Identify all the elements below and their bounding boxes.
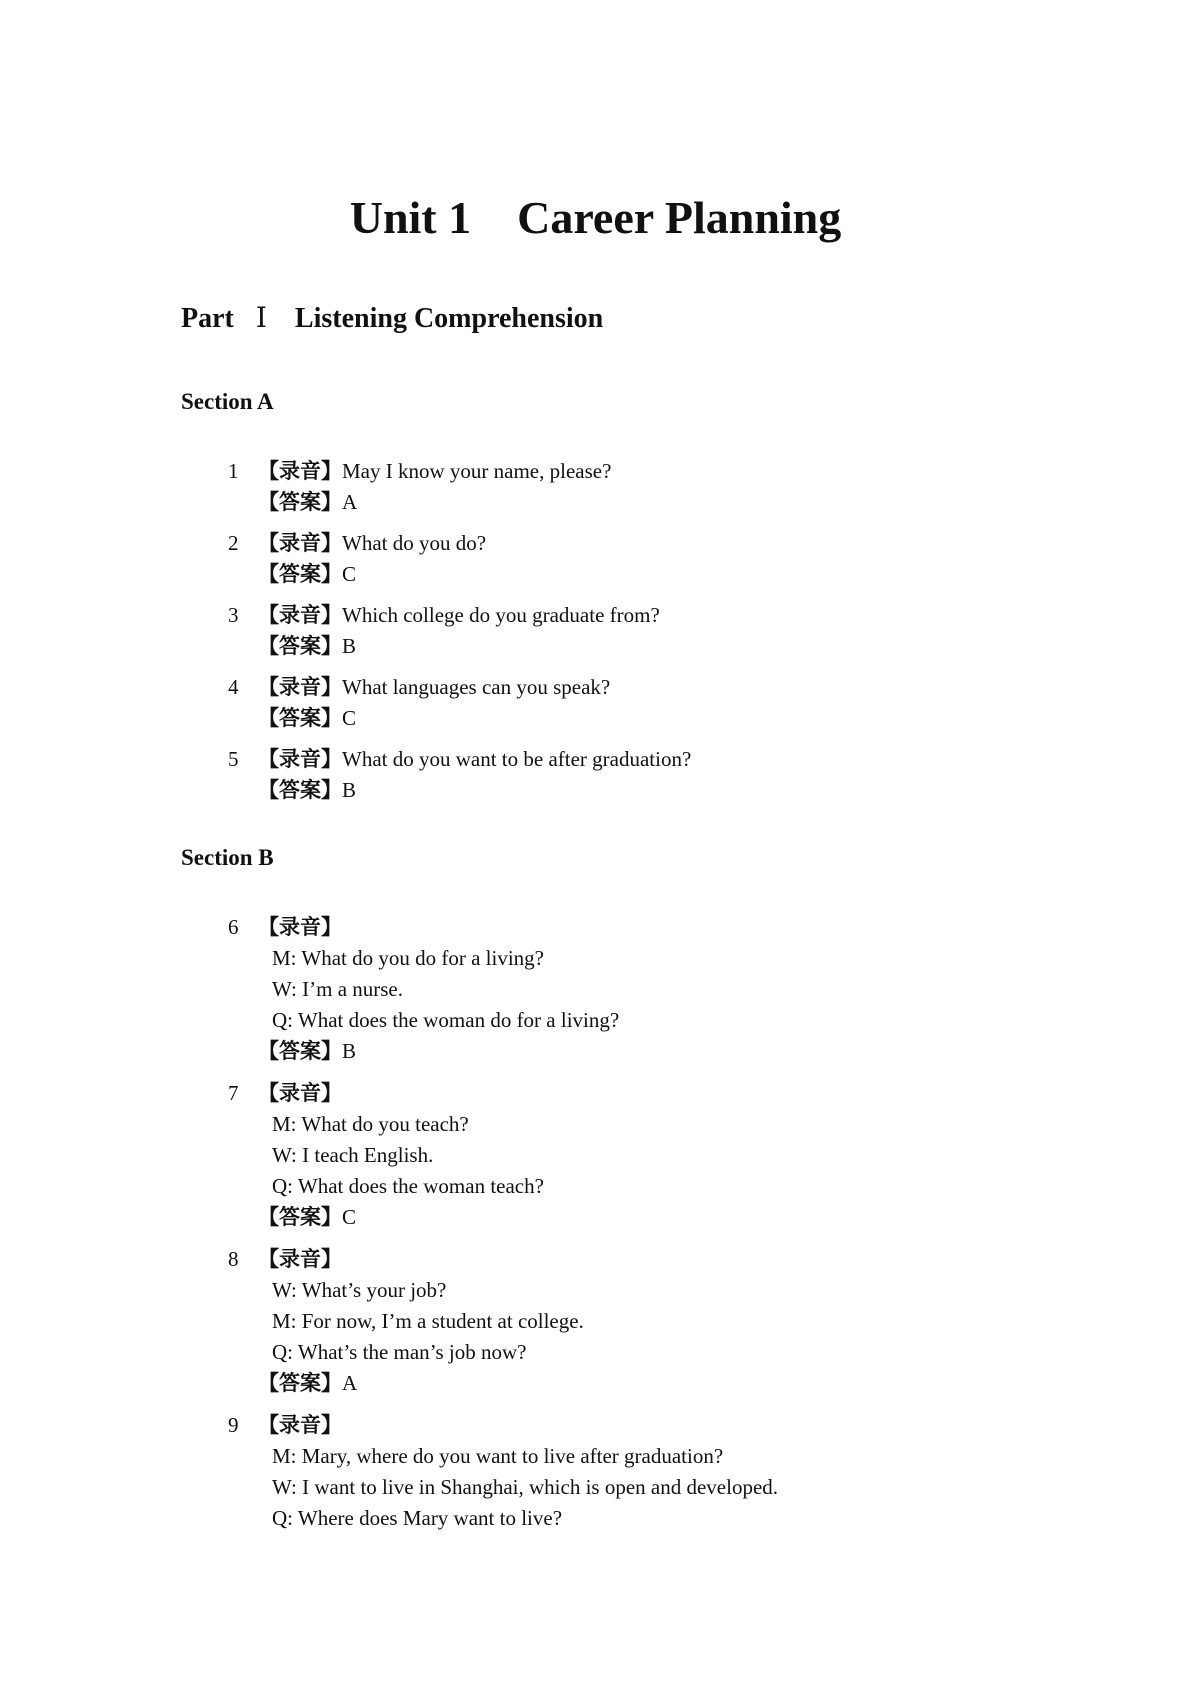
answer-label: 【答案】 bbox=[258, 634, 342, 658]
answer-value: C bbox=[342, 706, 357, 730]
unit-title bbox=[0, 190, 1191, 246]
recording-label: 【录音】 bbox=[258, 459, 342, 483]
recording-label-line bbox=[258, 912, 342, 943]
part-heading bbox=[181, 302, 603, 336]
answer-label: 【答案】 bbox=[258, 778, 342, 802]
question-number: 9 bbox=[228, 1413, 239, 1437]
answer-line bbox=[258, 487, 357, 518]
recording-label: 【录音】 bbox=[258, 747, 342, 771]
question-number: 6 bbox=[228, 915, 239, 939]
dialog-line: W: I want to live in Shanghai, which is open and developed. bbox=[272, 1475, 779, 1499]
recording-text: What languages can you speak? bbox=[342, 675, 611, 699]
dialog-line: M: What do you teach? bbox=[272, 1112, 469, 1136]
part-name: Listening Comprehension bbox=[294, 303, 604, 334]
answer-value: B bbox=[342, 778, 357, 802]
question-number: 3 bbox=[228, 603, 239, 627]
recording-text: What do you do? bbox=[342, 531, 487, 555]
dialog-line: W: I teach English. bbox=[272, 1143, 434, 1167]
recording-line bbox=[258, 528, 486, 559]
part-label: Part bbox=[181, 303, 234, 334]
recording-line bbox=[258, 456, 611, 487]
recording-line bbox=[258, 600, 660, 631]
recording-label: 【录音】 bbox=[258, 915, 342, 939]
answer-line bbox=[258, 775, 356, 806]
dialog-line: M: Mary, where do you want to live after graduation? bbox=[272, 1444, 724, 1468]
dialog-line: Q: What does the woman teach? bbox=[272, 1174, 544, 1198]
answer-value: C bbox=[342, 1205, 357, 1229]
recording-text: May I know your name, please? bbox=[342, 459, 612, 483]
question-number: 8 bbox=[228, 1247, 239, 1271]
dialog-line: W: I’m a nurse. bbox=[272, 977, 404, 1001]
recording-label-line bbox=[258, 1078, 342, 1109]
recording-label: 【录音】 bbox=[258, 603, 342, 627]
recording-label: 【录音】 bbox=[258, 675, 342, 699]
answer-value: C bbox=[342, 562, 357, 586]
answer-value: A bbox=[342, 1371, 358, 1395]
recording-label-line bbox=[258, 1410, 342, 1441]
answer-line bbox=[258, 1368, 357, 1399]
answer-label: 【答案】 bbox=[258, 1039, 342, 1063]
recording-label: 【录音】 bbox=[258, 531, 342, 555]
recording-label: 【录音】 bbox=[258, 1081, 342, 1105]
answer-label: 【答案】 bbox=[258, 1371, 342, 1395]
answer-line bbox=[258, 559, 356, 590]
answer-label: 【答案】 bbox=[258, 1205, 342, 1229]
question-number: 5 bbox=[228, 747, 239, 771]
dialog-line: Q: What does the woman do for a living? bbox=[272, 1008, 620, 1032]
part-numeral: Ⅰ bbox=[255, 303, 267, 334]
section-a-heading: Section A bbox=[181, 389, 274, 414]
unit-number: Unit 1 bbox=[349, 192, 472, 243]
answer-line bbox=[258, 631, 356, 662]
recording-label: 【录音】 bbox=[258, 1247, 342, 1271]
dialog-line: Q: What’s the man’s job now? bbox=[272, 1340, 527, 1364]
dialog-line: M: What do you do for a living? bbox=[272, 946, 544, 970]
answer-value: B bbox=[342, 1039, 357, 1063]
recording-text: What do you want to be after graduation? bbox=[342, 747, 692, 771]
dialog-line: M: For now, I’m a student at college. bbox=[272, 1309, 584, 1333]
recording-text: Which college do you graduate from? bbox=[342, 603, 660, 627]
question-number: 7 bbox=[228, 1081, 239, 1105]
answer-line bbox=[258, 1036, 356, 1067]
dialog-line: W: What’s your job? bbox=[272, 1278, 447, 1302]
question-number: 2 bbox=[228, 531, 239, 555]
unit-topic: Career Planning bbox=[517, 192, 842, 243]
recording-label: 【录音】 bbox=[258, 1413, 342, 1437]
answer-value: B bbox=[342, 634, 357, 658]
recording-line bbox=[258, 672, 610, 703]
answer-value: A bbox=[342, 490, 358, 514]
recording-label-line bbox=[258, 1244, 342, 1275]
answer-line bbox=[258, 1202, 356, 1233]
answer-label: 【答案】 bbox=[258, 706, 342, 730]
dialog-line: Q: Where does Mary want to live? bbox=[272, 1506, 563, 1530]
answer-line bbox=[258, 703, 356, 734]
question-number: 1 bbox=[228, 459, 239, 483]
question-number: 4 bbox=[228, 675, 239, 699]
answer-label: 【答案】 bbox=[258, 490, 342, 514]
recording-line bbox=[258, 744, 691, 775]
section-b-heading: Section B bbox=[181, 845, 274, 870]
answer-label: 【答案】 bbox=[258, 562, 342, 586]
